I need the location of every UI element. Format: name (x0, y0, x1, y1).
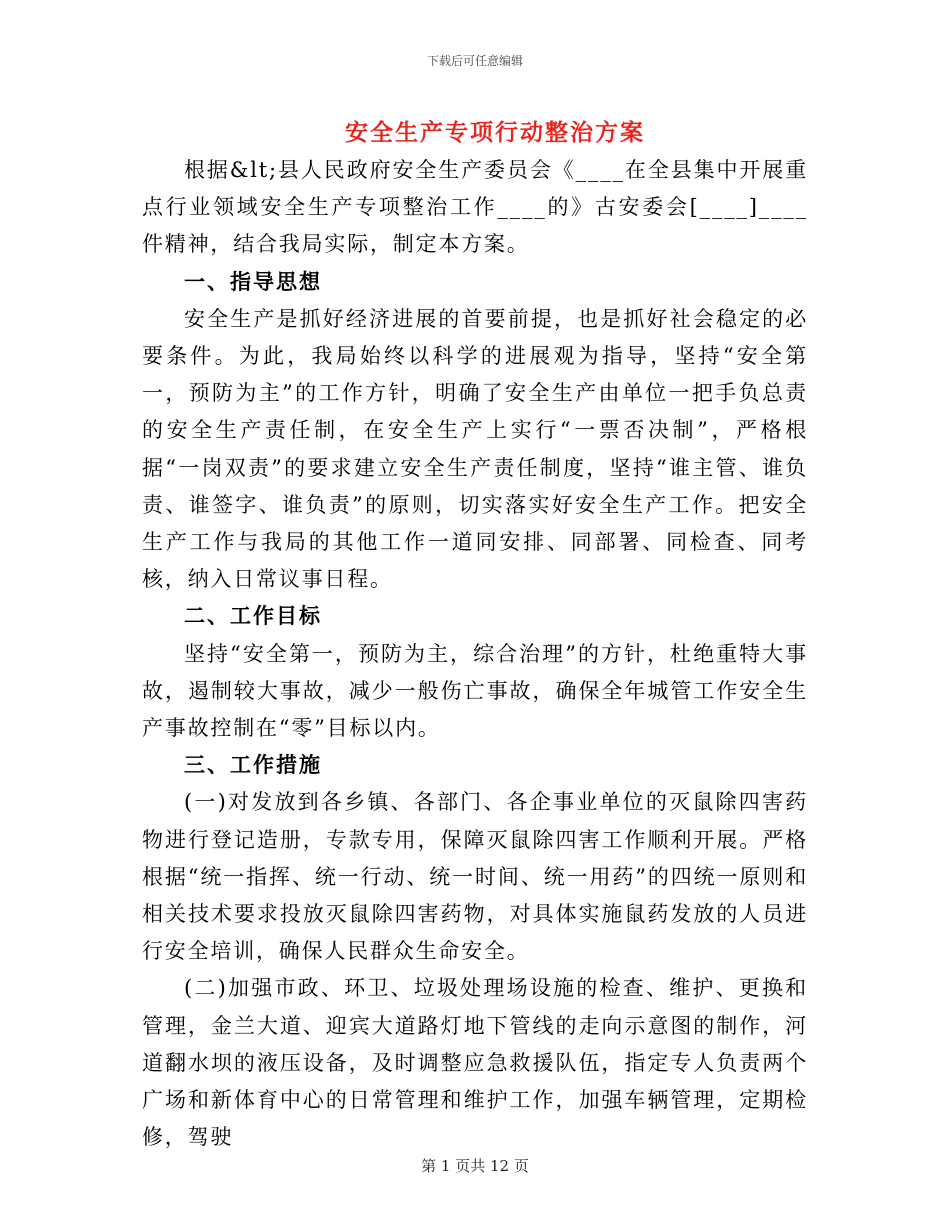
measure-item-1: (一)对发放到各乡镇、各部门、各企事业单位的灭鼠除四害药物进行登记造册，专款专用，保障灭鼠除四害工作顺利开展。严格根据“统一指挥、统一行动、统一时间、统一用药”的四统一原则和相关技术要求投放灭鼠除四害药物，对具体实施鼠药发放的人员进行安全培训，确保人民群众生命安全。 (142, 790, 808, 964)
section-heading-guiding-ideology: 一、指导思想 (184, 269, 322, 294)
section-heading-work-goals: 二、工作目标 (184, 604, 322, 629)
page-number-footer: 第 1 页共 12 页 (421, 1157, 529, 1175)
section-body-guiding-ideology: 安全生产是抓好经济进展的首要前提，也是抓好社会稳定的必要条件。为此，我局始终以科学的进展观为指导，坚持“安全第一，预防为主”的工作方针，明确了安全生产由单位一把手负总责的安全生产责任制，在安全生产上实行“一票否决制”，严格根据“一岗双责”的要求建立安全生产责任制度，坚持“谁主管、谁负责、谁签字、谁负责”的原则，切实落实好安全生产工作。把安全生产工作与我局的其他工作一道同安排、同部署、同检查、同考核，纳入日常议事日程。 (142, 306, 808, 592)
document-title: 安全生产专项行动整治方案 (345, 120, 645, 146)
document-body (142, 152, 808, 1156)
header-note: 下载后可任意编辑 (426, 54, 523, 68)
section-body-work-goals: 坚持“安全第一，预防为主，综合治理”的方针，杜绝重特大事故，遏制较大事故，减少一般伤亡事故，确保全年城管工作安全生产事故控制在“零”目标以内。 (142, 641, 808, 741)
section-heading-work-measures: 三、工作措施 (184, 753, 322, 778)
measure-item-2: (二)加强市政、环卫、垃圾处理场设施的检查、维护、更换和管理，金兰大道、迎宾大道路灯地下管线的走向示意图的制作，河道翻水坝的液压设备，及时调整应急救援队伍，指定专人负责两个广场和新体育中心的日常管理和维护工作，加强车辆管理，定期检修，驾驶 (142, 976, 808, 1150)
intro-paragraph: 根据&lt;县人民政府安全生产委员会《____在全县集中开展重点行业领域安全生产专项整治工作____的》古安委会[____]____件精神，结合我局实际，制定本方案。 (142, 158, 808, 257)
